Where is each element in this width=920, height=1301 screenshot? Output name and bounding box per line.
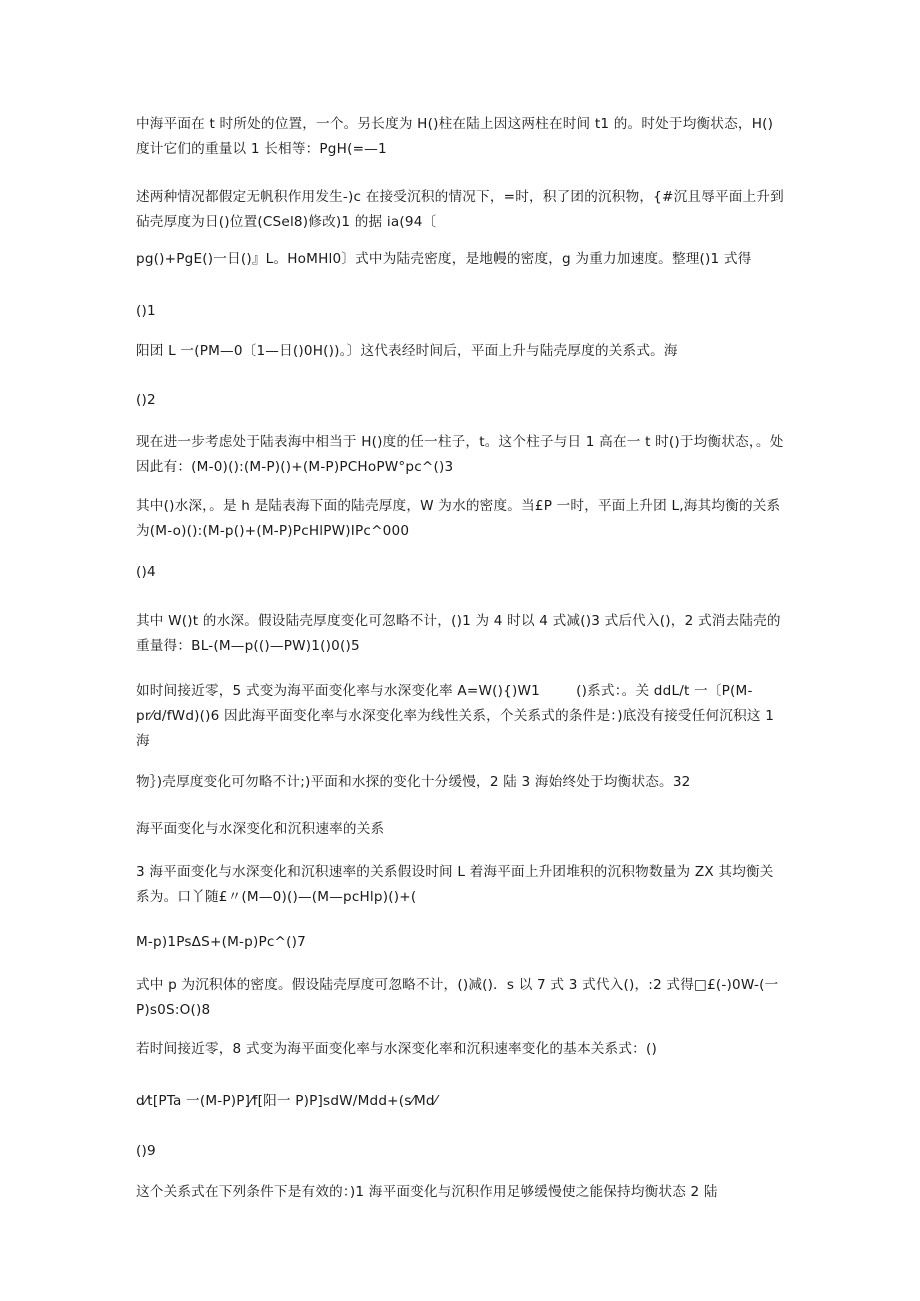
paragraph-6: 其中()水深，。是 h 是陆表海下面的陆壳厚度，W 为水的密度。当£P 一时，平面上升团 L,海其均衡的关系为(M-o)():(M-p()+(M-P)PcHlPW)IPc^000 bbox=[136, 498, 781, 539]
paragraph-11: M-p)1PsΔS+(M-p)Pc^()7 bbox=[136, 934, 306, 950]
paragraph-12: 式中 p 为沉积体的密度。假设陆壳厚度可忽略不计，()减()．s 以 7 式 3 式代入()，:2 式得□£(-)0W-(一P)s0S:O()8 bbox=[136, 977, 779, 1018]
section-heading: 海平面变化与水深变化和沉积速率的关系 bbox=[136, 821, 385, 837]
paragraph-3: pg()+PgE()一日()』L。HoMHl0〕式中为陆壳密度，是地幔的密度，g 为重力加速度。整理()1 式得 bbox=[136, 251, 752, 267]
paragraph-1: 中海平面在 t 时所处的位置，一个。另长度为 H()柱在陆上因这两柱在时间 t1 的。时处于均衡状态，H()度计它们的重量以 1 长相等：PgH(=—1 bbox=[136, 116, 774, 157]
paragraph-8: 如时间接近零，5 式变为海平面变化率与水深变化率 A=W(){)W1 ()系式：。关 ddL/t 一〔P(M-pr⁄d/fWd)()6 因此海平面变化率与水深变化率为线性关系，个关系式的条件是：)底没有接受任何沉积这 1 海 bbox=[136, 683, 779, 749]
equation-number-2: ()2 bbox=[136, 392, 156, 408]
equation-line-9: d⁄t[PTa 一(M-P)P]⁄f[阳一 P)P]sdW/Mdd+(s⁄Md⁄ bbox=[136, 1093, 438, 1109]
paragraph-4: 阳团 L 一(PM—0〔1—日()0H())。〕这代表经时间后，平面上升与陆壳厚度的关系式。海 bbox=[136, 343, 678, 359]
equation-number-4: ()4 bbox=[136, 564, 156, 580]
equation-number-1: ()1 bbox=[136, 303, 156, 319]
paragraph-5: 现在进一步考虑处于陆表海中相当于 H()度的任一柱子，t。这个柱子与日 1 高在一 t 时()于均衡状态，。处因此有：(M-0)():(M-P)()+(M-P)PCHoPW°pc^()3 bbox=[136, 434, 784, 475]
paragraph-2: 述两种情况都假定无帆积作用发生-)c 在接受沉积的情况下，=时，积了团的沉积物，{#沉且辱平面上升到砧壳厚度为日()位置(CSel8)修改)1 的据 ia(94〔 bbox=[136, 189, 784, 230]
paragraph-7: 其中 W()t 的水深。假设陆壳厚度变化可忽略不计，()1 为 4 时以 4 式减()3 式后代入()，2 式消去陆壳的重量得：BL-(M—p(()—PW)1()0()5 bbox=[136, 613, 781, 654]
paragraph-10: 3 海平面变化与水深变化和沉积速率的关系假设时间 L 着海平面上升团堆积的沉积物数量为 ZX 其均衡关系为。口丫随£〃(M—0)()—(M—pcHlp)()+( bbox=[136, 864, 774, 905]
paragraph-13: 若时间接近零，8 式变为海平面变化率与水深变化率和沉积速率变化的基本关系式：() bbox=[136, 1041, 657, 1057]
paragraph-9: 物｝)壳厚度变化可勿略不计;)平面和水探的变化十分缓慢，2 陆 3 海始终处于均衡状态。32 bbox=[136, 774, 691, 790]
paragraph-14: 这个关系式在下列条件下是有效的：)1 海平面变化与沉积作用足够缓慢使之能保持均衡状态 2 陆 bbox=[136, 1184, 718, 1200]
equation-number-9: ()9 bbox=[136, 1143, 156, 1159]
